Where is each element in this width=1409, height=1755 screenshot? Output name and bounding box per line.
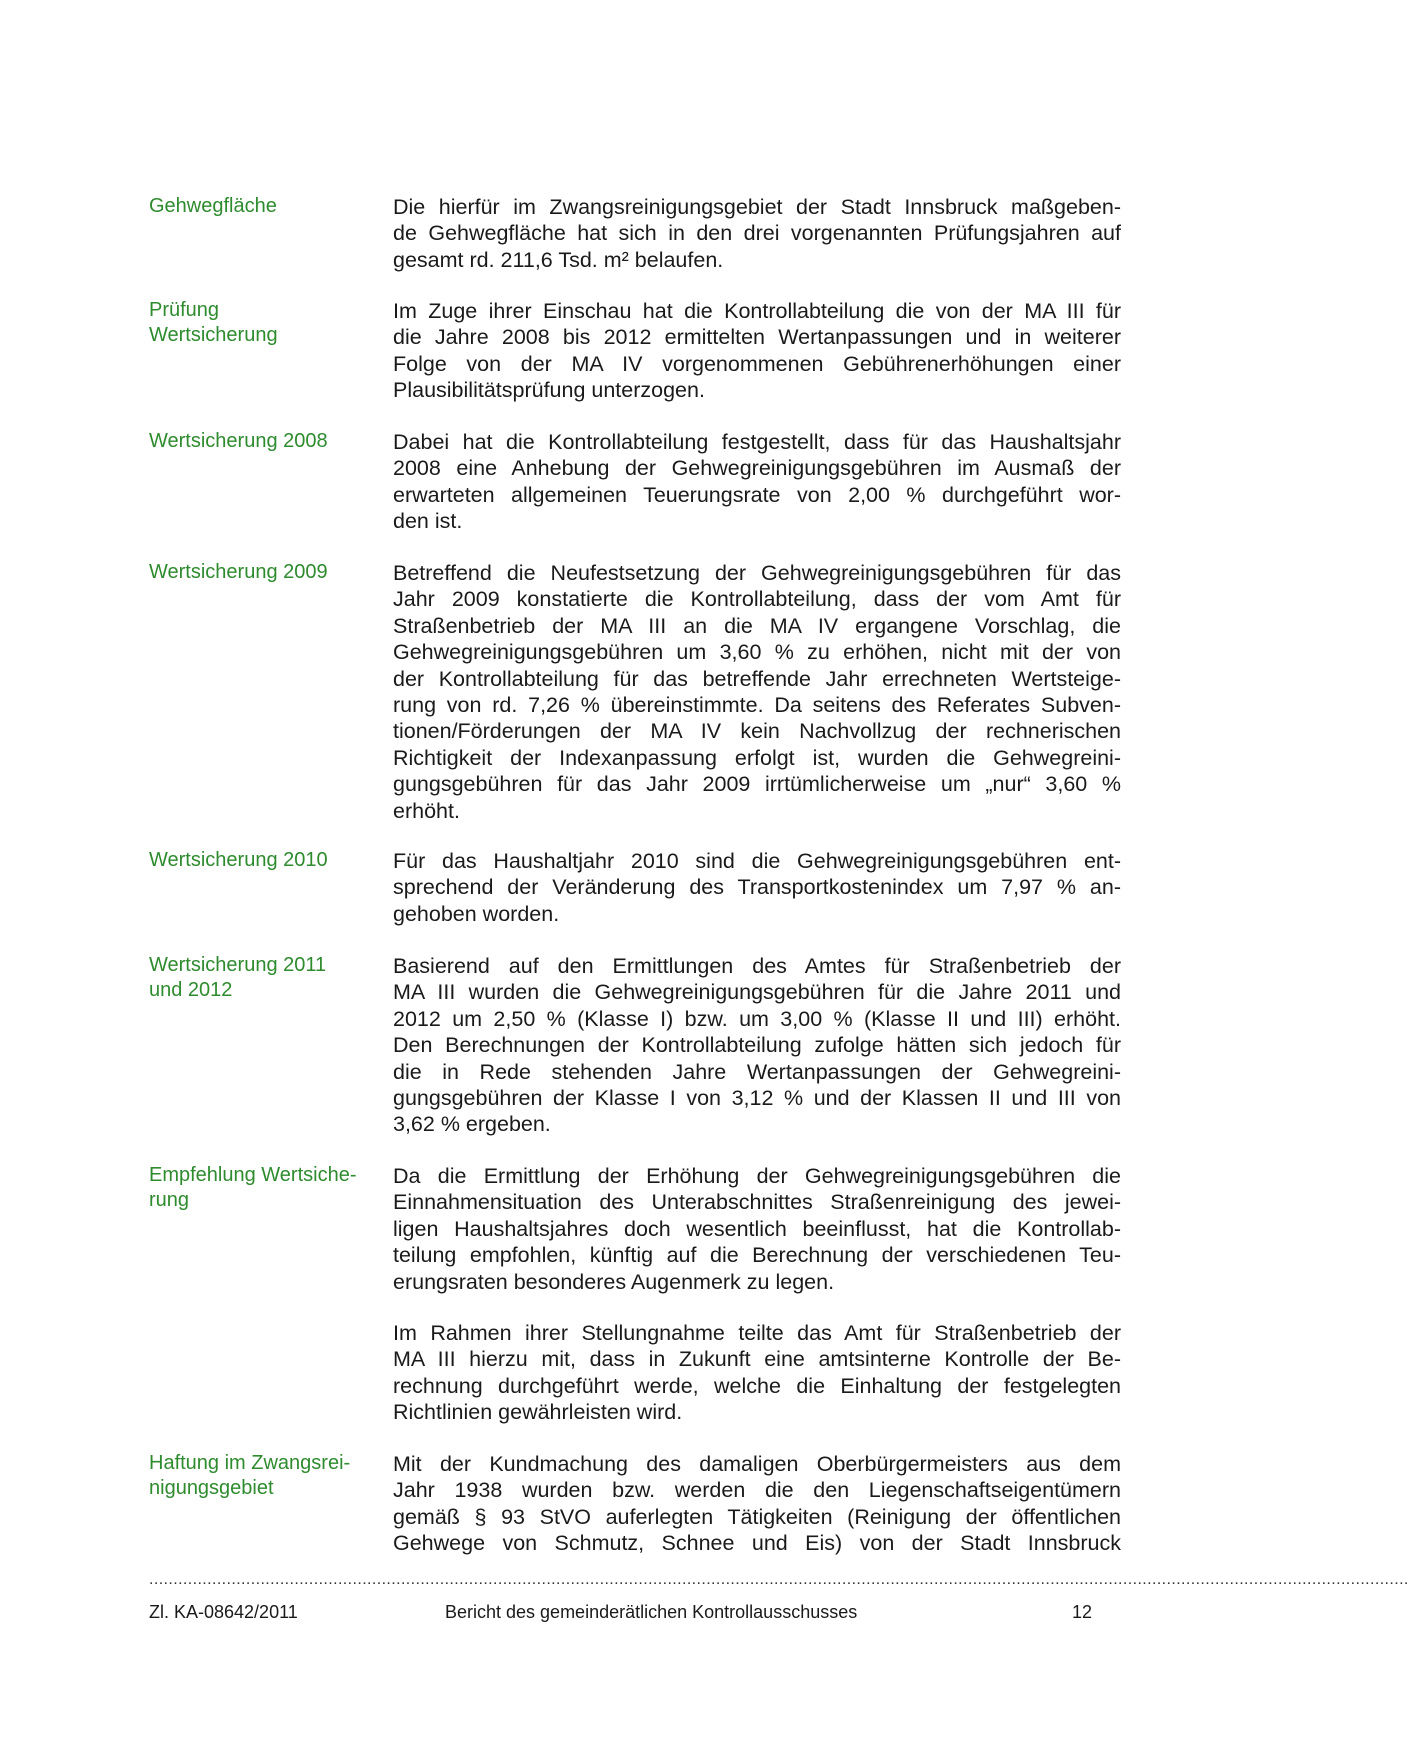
paragraph-line: der Kontrollabteilung für das betreffende Jahr errechneten Wertsteige- bbox=[393, 666, 1121, 691]
margin-heading-line: Wertsicherung 2009 bbox=[149, 561, 328, 583]
paragraph-line: de Gehwegfläche hat sich in den drei vorgenannten Prüfungsjahren auf bbox=[393, 221, 1121, 246]
paragraph-line: MA III wurden die Gehwegreinigungsgebühren für die Jahre 2011 und bbox=[393, 980, 1121, 1005]
paragraph bbox=[393, 429, 1121, 535]
paragraph-line: Dabei hat die Kontrollabteilung festgestellt, dass für das Haushaltsjahr bbox=[393, 430, 1121, 454]
margin-heading bbox=[149, 1163, 374, 1213]
paragraph bbox=[393, 1163, 1121, 1295]
margin-heading-line: nigungsgebiet bbox=[149, 1477, 274, 1499]
margin-heading-line: Gehwegfläche bbox=[149, 195, 277, 217]
paragraph-line: MA III hierzu mit, dass in Zukunft eine amtsinterne Kontrolle der Be- bbox=[393, 1347, 1121, 1372]
paragraph bbox=[393, 298, 1121, 404]
paragraph-line: 2012 um 2,50 % (Klasse I) bzw. um 3,00 % (Klasse II und III) erhöht. bbox=[393, 1006, 1121, 1031]
margin-heading-line: Haftung im Zwangsrei- bbox=[149, 1452, 351, 1474]
paragraph-line: rung von rd. 7,26 % übereinstimmte. Da seitens des Referates Subven- bbox=[393, 693, 1121, 718]
margin-heading bbox=[149, 1451, 374, 1501]
paragraph-line: gungsgebühren der Klasse I von 3,12 % und der Klassen II und III von bbox=[393, 1086, 1121, 1111]
footer-reference: Zl. KA-08642/2011 bbox=[149, 1602, 298, 1622]
paragraph-line: 3,62 % ergeben. bbox=[393, 1112, 551, 1137]
paragraph-line: sprechend der Veränderung des Transportkostenindex um 7,97 % an- bbox=[393, 875, 1121, 900]
footer-dotted-rule: .................................................................................................................................................................................................................................................................... bbox=[149, 1571, 1409, 1588]
margin-heading bbox=[149, 953, 374, 1003]
paragraph-line: Mit der Kundmachung des damaligen Oberbürgermeisters aus dem bbox=[393, 1452, 1121, 1476]
margin-heading bbox=[149, 560, 374, 585]
paragraph-line: erhöht. bbox=[393, 798, 460, 823]
margin-heading-line: Empfehlung Wertsiche- bbox=[149, 1164, 357, 1186]
paragraph bbox=[393, 1320, 1121, 1426]
margin-heading-line: Wertsicherung 2008 bbox=[149, 430, 328, 452]
paragraph-line: gesamt rd. 211,6 Tsd. m² belaufen. bbox=[393, 247, 724, 272]
paragraph-line: tionen/Förderungen der MA IV kein Nachvollzug der rechnerischen bbox=[393, 719, 1121, 744]
paragraph-line: Für das Haushaltjahr 2010 sind die Gehwegreinigungsgebühren ent- bbox=[393, 849, 1121, 873]
paragraph-line: rechnung durchgeführt werde, welche die Einhaltung der festgelegten bbox=[393, 1373, 1121, 1398]
margin-heading bbox=[149, 848, 374, 873]
paragraph-line: Im Zuge ihrer Einschau hat die Kontrollabteilung die von der MA III für bbox=[393, 299, 1121, 323]
margin-heading bbox=[149, 194, 374, 219]
paragraph-line: Jahr 1938 wurden bzw. werden die den Liegenschaftseigentümern bbox=[393, 1478, 1121, 1503]
paragraph-line: Plausibilitätsprüfung unterzogen. bbox=[393, 378, 705, 403]
paragraph-line: Gehwegreinigungsgebühren um 3,60 % zu erhöhen, nicht mit der von bbox=[393, 640, 1121, 665]
paragraph bbox=[393, 953, 1121, 1138]
paragraph-line: Da die Ermittlung der Erhöhung der Gehwegreinigungsgebühren die bbox=[393, 1164, 1121, 1188]
paragraph bbox=[393, 1451, 1121, 1557]
paragraph-line: Den Berechnungen der Kontrollabteilung zufolge hätten sich jedoch für bbox=[393, 1033, 1121, 1058]
paragraph-line: die Jahre 2008 bis 2012 ermittelten Wertanpassungen und in weiterer bbox=[393, 325, 1121, 350]
paragraph-line: teilung empfohlen, künftig auf die Berechnung der verschiedenen Teu- bbox=[393, 1243, 1121, 1268]
margin-heading bbox=[149, 298, 374, 348]
margin-heading-line: Wertsicherung 2010 bbox=[149, 849, 328, 871]
paragraph-line: Im Rahmen ihrer Stellungnahme teilte das Amt für Straßenbetrieb der bbox=[393, 1321, 1121, 1345]
paragraph bbox=[393, 194, 1121, 273]
paragraph-line: ligen Haushaltsjahres doch wesentlich beeinflusst, hat die Kontrollab- bbox=[393, 1216, 1121, 1241]
margin-heading bbox=[149, 429, 374, 454]
footer-title: Bericht des gemeinderätlichen Kontrollausschusses bbox=[445, 1602, 858, 1622]
margin-heading-line: Wertsicherung 2011 bbox=[149, 954, 327, 976]
paragraph-line: Folge von der MA IV vorgenommenen Gebührenerhöhungen einer bbox=[393, 351, 1121, 376]
margin-heading-line: Prüfung bbox=[149, 299, 220, 321]
paragraph bbox=[393, 560, 1121, 824]
paragraph-line: Gehwege von Schmutz, Schnee und Eis) von der Stadt Innsbruck bbox=[393, 1531, 1121, 1556]
margin-heading-line: und 2012 bbox=[149, 979, 233, 1001]
paragraph-line: den ist. bbox=[393, 509, 463, 534]
paragraph-line: gehoben worden. bbox=[393, 901, 560, 926]
paragraph-line: erwarteten allgemeinen Teuerungsrate von 2,00 % durchgeführt wor- bbox=[393, 482, 1121, 507]
paragraph-line: gungsgebühren für das Jahr 2009 irrtümlicherweise um „nur“ 3,60 % bbox=[393, 772, 1121, 797]
margin-heading-line: Wertsicherung bbox=[149, 324, 278, 346]
paragraph-line: gemäß § 93 StVO auferlegten Tätigkeiten (Reinigung der öffentlichen bbox=[393, 1504, 1121, 1529]
paragraph-line: 2008 eine Anhebung der Gehwegreinigungsgebühren im Ausmaß der bbox=[393, 456, 1121, 481]
paragraph-line: Richtlinien gewährleisten wird. bbox=[393, 1400, 683, 1425]
paragraph-line: erungsraten besonderes Augenmerk zu legen. bbox=[393, 1269, 835, 1294]
paragraph-line: Straßenbetrieb der MA III an die MA IV ergangene Vorschlag, die bbox=[393, 613, 1121, 638]
footer-page-number: 12 bbox=[1072, 1602, 1093, 1622]
paragraph-line: Richtigkeit der Indexanpassung erfolgt ist, wurden die Gehwegreini- bbox=[393, 745, 1121, 770]
paragraph-line: Einnahmensituation des Unterabschnittes Straßenreinigung des jewei- bbox=[393, 1190, 1121, 1215]
paragraph-line: Basierend auf den Ermittlungen des Amtes für Straßenbetrieb der bbox=[393, 954, 1121, 978]
margin-heading-line: rung bbox=[149, 1189, 190, 1211]
paragraph bbox=[393, 848, 1121, 927]
paragraph-line: Betreffend die Neufestsetzung der Gehwegreinigungsgebühren für das bbox=[393, 561, 1121, 585]
paragraph-line: die in Rede stehenden Jahre Wertanpassungen der Gehwegreini- bbox=[393, 1059, 1121, 1084]
paragraph-line: Jahr 2009 konstatierte die Kontrollabteilung, dass der vom Amt für bbox=[393, 587, 1121, 612]
paragraph-line: Die hierfür im Zwangsreinigungsgebiet der Stadt Innsbruck maßgeben- bbox=[393, 195, 1121, 219]
